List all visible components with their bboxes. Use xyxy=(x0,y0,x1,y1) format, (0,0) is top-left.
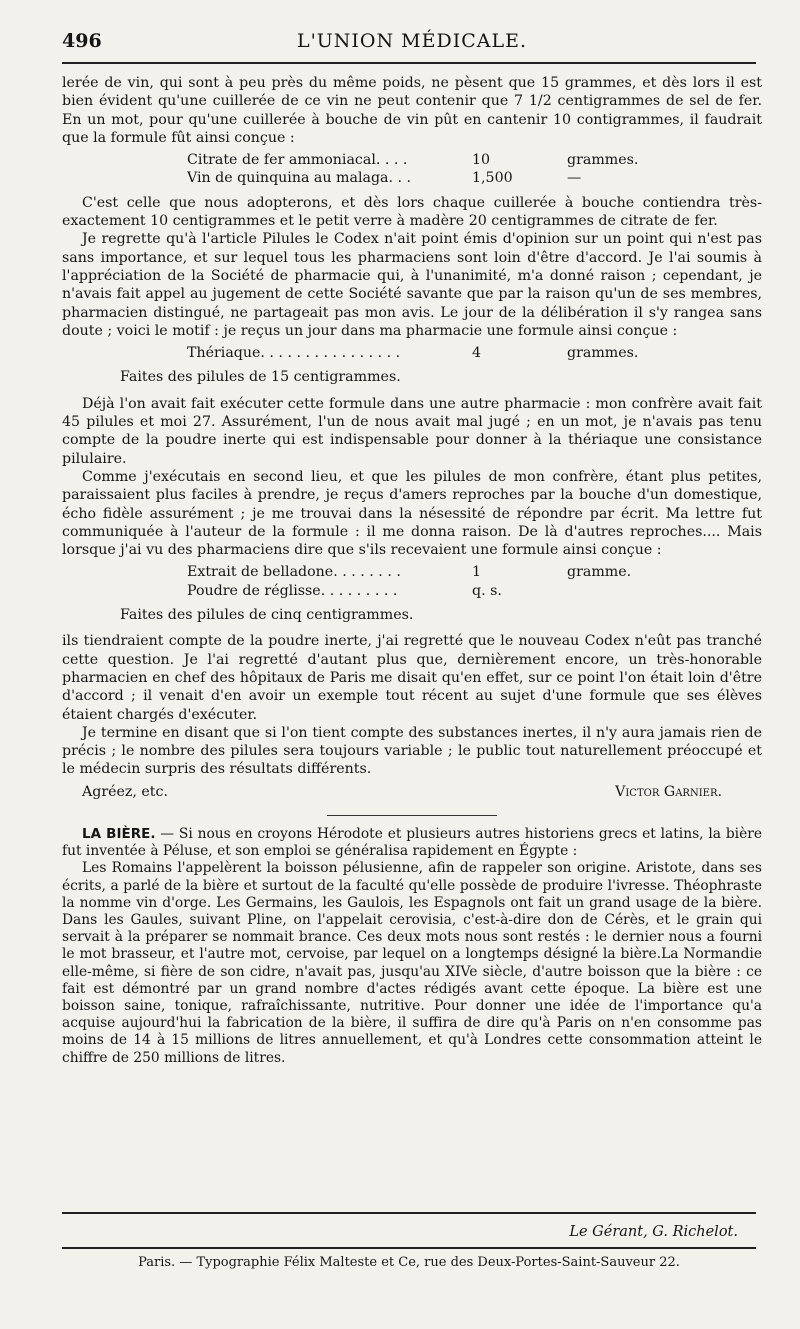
quantity: 10 xyxy=(472,152,491,169)
header-rule xyxy=(62,62,756,64)
gerant-line: Le Gérant, G. Richelot. xyxy=(569,1224,738,1240)
formula-row xyxy=(187,582,762,600)
ingredient: Citrate de fer ammoniacal. . . . xyxy=(187,152,408,169)
paragraph: Je regrette qu'à l'article Pilules le Codex n'ait point émis d'opinion sur un point qui n'est pas sans importance, et sur lequel tous les pharmaciens sont loin d'être d'accord. Je l'ai soumis à l'appréciation de la Société de pharmacie qui, à l'unanimité, m'a donné raison ; cependant, je n'avais fait appel au jugement de cette Société savante que par la raison qu'un de ses membres, pharmacien distingué, ne partageait pas mon avis. Le jour de la délibération il s'y rangea sans doute ; voici le motif : je reçus un jour dans ma pharmacie une formule ainsi conçue : xyxy=(62,231,762,339)
unit: grammes. xyxy=(567,152,639,169)
article-body xyxy=(62,74,762,1067)
closing-formula: Agréez, etc. xyxy=(82,783,168,800)
formula-row xyxy=(187,151,762,169)
section-separator xyxy=(327,815,497,816)
paragraph: C'est celle que nous adopterons, et dès lors chaque cuillerée à bouche contiendra très-exactement 10 centigrammes et le petit verre à madère 20 centigrammes de citrate de fer. xyxy=(62,194,762,230)
formula-row xyxy=(187,563,762,581)
footer-rule xyxy=(62,1212,756,1214)
running-header xyxy=(62,30,762,56)
signature-block xyxy=(82,783,722,801)
printer-imprint: Paris. — Typographie Félix Malteste et Ce, rue des Deux-Portes-Saint-Sauveur 22. xyxy=(138,1255,680,1270)
formula-theriaque xyxy=(187,344,762,362)
paragraph xyxy=(62,826,762,860)
formula-row xyxy=(187,344,762,362)
journal-title: L'UNION MÉDICALE. xyxy=(296,30,528,52)
unit: — xyxy=(567,170,582,187)
ingredient: Thériaque. . . . . . . . . . . . . . . . xyxy=(187,345,401,362)
ingredient: Extrait de belladone. . . . . . . . xyxy=(187,564,401,581)
paragraph: Comme j'exécutais en second lieu, et que les pilules de mon confrère, étant plus petites, paraissaient plus faciles à prendre, je reçus d'amers reproches par la bouche d'un domestique, écho fidèle assurément ; je me trouvai dans la nésessité de répondre par écrit. Ma lettre fut communiquée à l'auteur de la formule : il me donna raison. De là d'autres reproches.... Mais lorsque j'ai vu des pharmaciens dire que s'ils recevaient une formule ainsi conçue : xyxy=(62,468,762,559)
unit: gramme. xyxy=(567,564,632,581)
paragraph: lerée de vin, qui sont à peu près du même poids, ne pèsent que 15 grammes, et dès lors il est bien évident qu'une cuillerée de ce vin ne peut contenir que 7 1/2 centigrammes de sel de fer. En un mot, pour qu'une cuillerée à bouche de vin pût en cantenir 10 contigrammes, il faudrait que la formule fût ainsi conçue : xyxy=(62,75,762,146)
imprint-rule xyxy=(62,1247,756,1249)
paragraph: Je termine en disant que si l'on tient compte des substances inertes, il n'y aura jamais rien de précis ; le nombre des pilules sera toujours variable ; le public tout naturellement préoccupé et le médecin surpris des résultats différents. xyxy=(62,724,762,778)
quantity: 1 xyxy=(472,564,482,581)
biere-section xyxy=(62,826,762,1067)
quantity: q. s. xyxy=(472,582,502,599)
formula-citrate xyxy=(187,151,762,188)
page-number: 496 xyxy=(62,30,102,52)
author-signature: Victor Garnier. xyxy=(615,783,722,800)
prescription-note: Faites des pilules de 15 centigrammes. xyxy=(120,369,401,386)
paragraph: Les Romains l'appelèrent la boisson pélusienne, afin de rappeler son origine. Aristote, dans ses écrits, a parlé de la bière et surtout de la faculté qu'elle possède de produire l'ivresse. Théophraste la nomme vin d'orge. Les Germains, les Gaulois, les Espagnols ont fait un grand usage de la bière. Dans les Gaules, suivant Pline, on l'appelait cerovisia, c'est-à-dire don de Cérès, et le grain qui servait à la préparer se nommait brance. Ces deux mots nous sont restés : le dernier nous a fourni le mot brasseur, et l'autre mot, cervoise, par lequel on a longtemps désigné la bière.La Normandie elle-même, si fière de son cidre, n'avait pas, jusqu'au XIVe siècle, d'autre boisson que la bière : ce fait est démontré par un grand nombre d'actes rédigés avant cette époque. La bière est une boisson saine, tonique, rafraîchissante, nutritive. Pour donner une idée de l'importance qu'a acquise aujourd'hui la fabrication de la bière, il suffira de dire qu'à Paris on n'en consomme pas moins de 14 à 15 millions de litres annuellement, et qu'à Londres cette consommation atteint le chiffre de 250 millions de litres. xyxy=(62,860,762,1066)
formula-row xyxy=(187,169,762,187)
quantity: 1,500 xyxy=(472,170,513,187)
formula-belladone xyxy=(187,563,762,600)
paragraph: Déjà l'on avait fait exécuter cette formule dans une autre pharmacie : mon confrère avait fait 45 pilules et moi 27. Assurément, l'un de nous avait mal jugé ; en un mot, je n'avais pas tenu compte de la poudre inerte qui est indispensable pour donner à la thériaque une consistance pilulaire. xyxy=(62,395,762,467)
paragraph-text: — Si nous en croyons Hérodote et plusieurs autres historiens grecs et latins, la bière fut inventée à Péluse, et son emploi se généralisa rapidement en Égypte : xyxy=(62,825,763,860)
section-lead: LA BIÈRE. xyxy=(82,825,156,842)
ingredient: Vin de quinquina au malaga. . . xyxy=(187,170,412,187)
unit: grammes. xyxy=(567,345,639,362)
ingredient: Poudre de réglisse. . . . . . . . . xyxy=(187,582,398,599)
paragraph: ils tiendraient compte de la poudre inerte, j'ai regretté que le nouveau Codex n'eût pas tranché cette question. Je l'ai regretté d'autant plus que, dernièrement encore, un très-honorable pharmacien en chef des hôpitaux de Paris me disait qu'en effet, sur ce point l'on était loin d'être d'accord ; il venait d'en avoir un exemple tout récent au sujet d'une formule que ses élèves étaient chargés d'exécuter. xyxy=(62,633,762,723)
prescription-note: Faites des pilules de cinq centigrammes. xyxy=(120,607,414,624)
quantity: 4 xyxy=(472,345,482,362)
